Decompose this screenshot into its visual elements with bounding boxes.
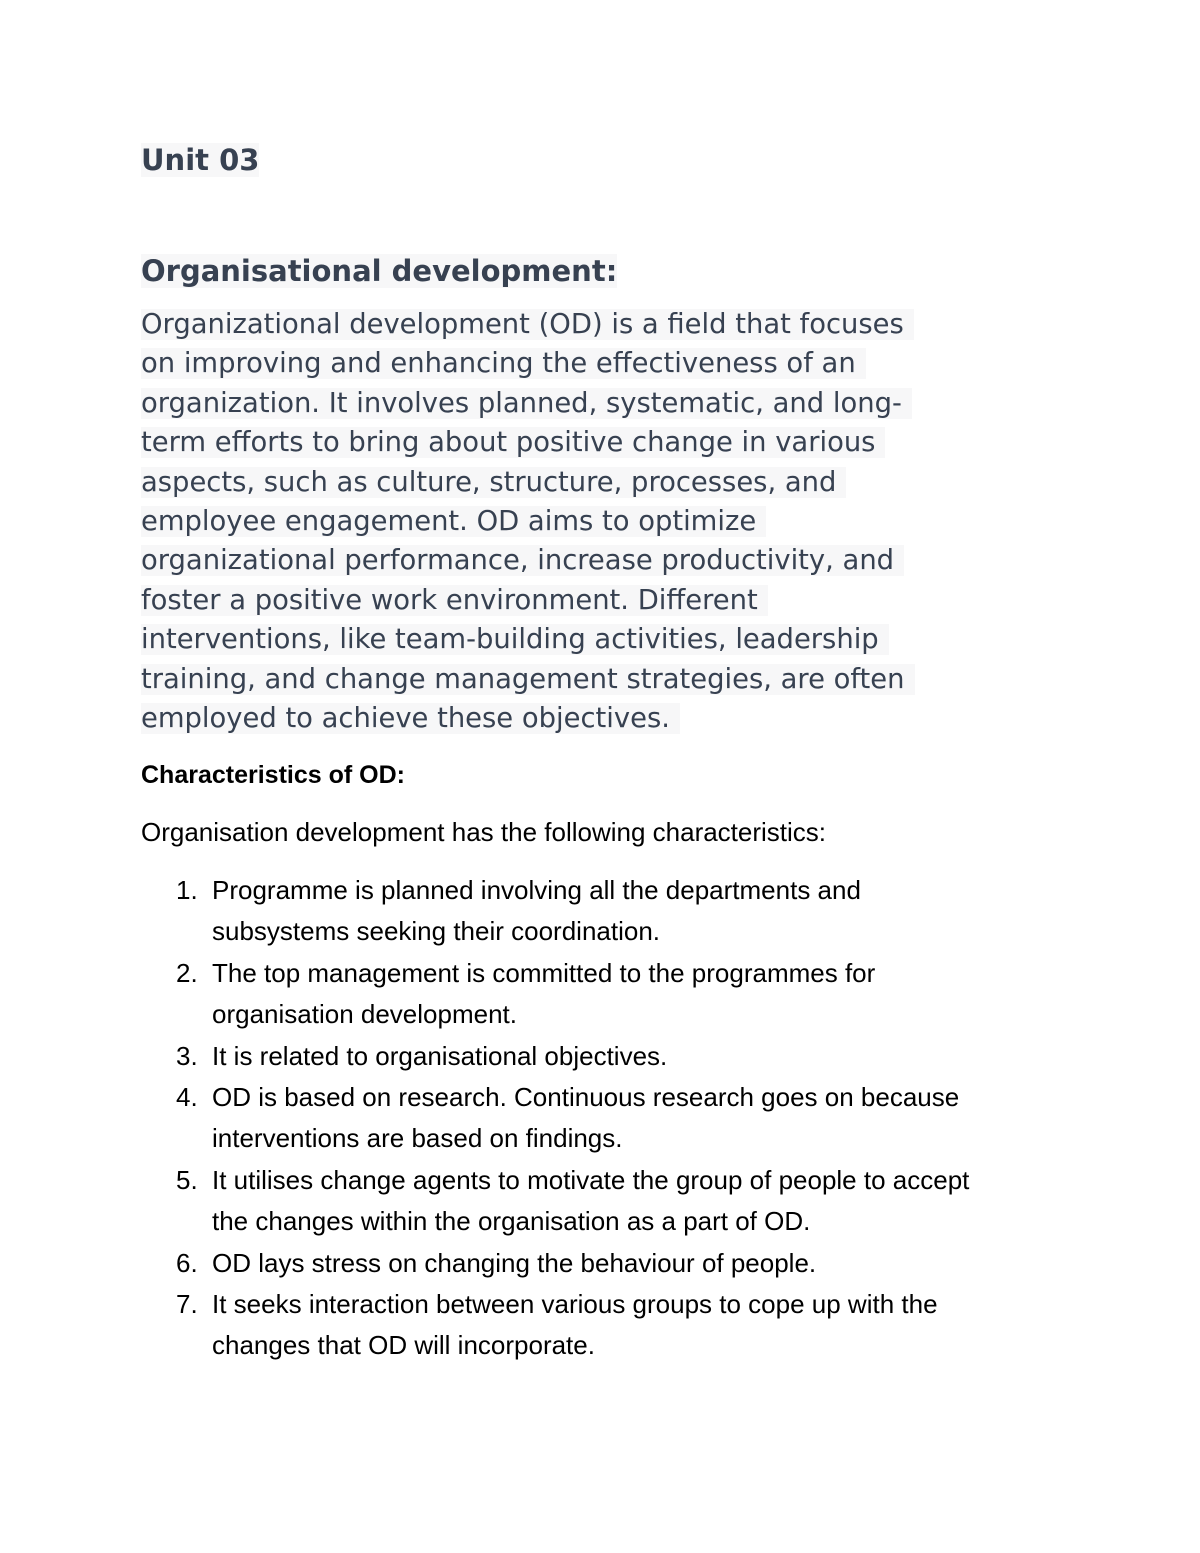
intro-line-text: interventions, like team-building activities, leadership [141, 624, 889, 655]
intro-line [141, 423, 1041, 462]
intro-line [141, 699, 1041, 738]
intro-line-text: organization. It involves planned, systematic, and long- [141, 388, 912, 419]
list-item-text: The top management is committed to the programmes for [212, 957, 876, 988]
list-item-text: OD lays stress on changing the behaviour of people. [212, 1247, 817, 1278]
list-item-text: It utilises change agents to motivate the group of people to accept [212, 1164, 970, 1195]
list-item [141, 953, 1081, 1036]
intro-line [141, 660, 1041, 699]
list-number: 5. [176, 1164, 198, 1195]
list-number: 1. [176, 875, 198, 905]
intro-line [141, 463, 1041, 502]
intro-line-text: Organizational development (OD) is a field that focuses [141, 309, 914, 340]
list-item [141, 1243, 1081, 1284]
intro-line-text: foster a positive work environment. Different [141, 585, 768, 616]
intro-line [141, 502, 1041, 541]
list-item [141, 1036, 1081, 1077]
list-item [141, 870, 1081, 953]
list-item-text: OD is based on research. Continuous research goes on because [212, 1082, 960, 1113]
intro-line-text: on improving and enhancing the effectiveness of an [141, 348, 866, 379]
intro-line [141, 384, 1041, 423]
intro-line-text: term efforts to bring about positive change in various [141, 427, 885, 458]
list-item-text: changes that OD will incorporate. [212, 1330, 595, 1361]
intro-line-text: training, and change management strategies, are often [141, 664, 915, 695]
intro-line-text: employee engagement. OD aims to optimize [141, 506, 766, 537]
list-number: 4. [176, 1082, 198, 1113]
intro-line-text: organizational performance, increase productivity, and [141, 545, 904, 576]
list-item [141, 1284, 1081, 1367]
characteristics-heading: Characteristics of OD: [141, 761, 405, 789]
intro-line-text: aspects, such as culture, structure, processes, and [141, 467, 846, 498]
section-title-text: Organisational development: [141, 254, 618, 288]
section-title [141, 250, 617, 292]
list-number: 2. [176, 957, 198, 988]
list-item-text: It is related to organisational objectives. [212, 1040, 668, 1071]
intro-line [141, 344, 1041, 383]
list-item [141, 1077, 1081, 1160]
list-item-text: Programme is planned involving all the departments and [212, 875, 861, 905]
list-number: 3. [176, 1040, 198, 1071]
intro-line-text: employed to achieve these objectives. [141, 703, 680, 734]
list-number: 7. [176, 1289, 198, 1320]
unit-title [141, 138, 259, 182]
intro-paragraph [141, 305, 1041, 738]
intro-line [141, 620, 1041, 659]
characteristics-list [141, 870, 1081, 1367]
list-item-text: subsystems seeking their coordination. [212, 916, 661, 947]
list-item-text: organisation development. [212, 999, 517, 1030]
list-item [141, 1160, 1081, 1243]
list-item-text: It seeks interaction between various groups to cope up with the [212, 1289, 938, 1320]
list-number: 6. [176, 1247, 198, 1278]
characteristics-intro: Organisation development has the following characteristics: [141, 817, 827, 847]
intro-line [141, 581, 1041, 620]
list-item-text: the changes within the organisation as a part of OD. [212, 1206, 811, 1237]
intro-line [141, 305, 1041, 344]
list-item-text: interventions are based on findings. [212, 1123, 623, 1154]
unit-title-text: Unit 03 [141, 143, 260, 177]
intro-line [141, 541, 1041, 580]
